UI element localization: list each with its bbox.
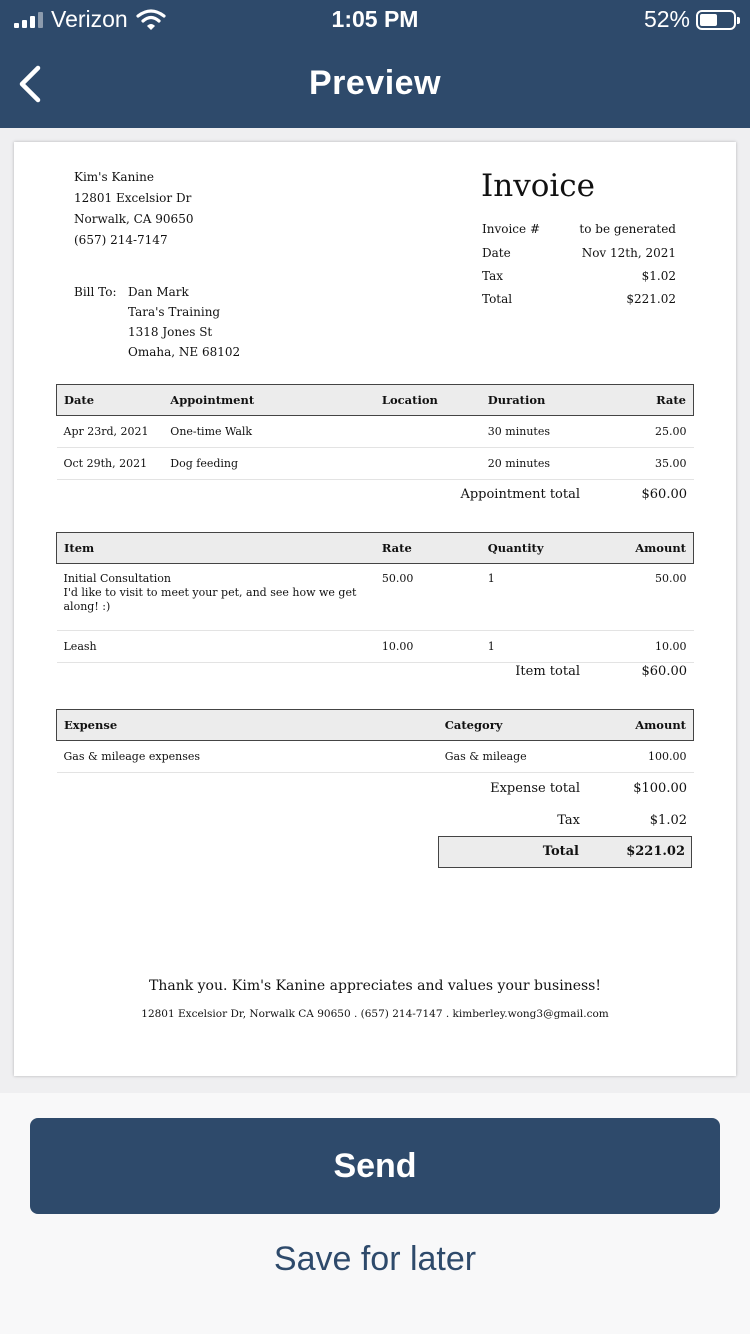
nav-bar — [0, 58, 750, 110]
tax-label: Tax — [557, 813, 580, 828]
item-rate: 10.00 — [375, 631, 481, 663]
meta-value: to be generated — [579, 222, 676, 236]
appointment-name: Dog feeding — [163, 448, 375, 480]
invoice-document — [14, 142, 736, 1076]
appointment-duration: 20 minutes — [481, 448, 591, 480]
save-for-later-button[interactable]: Save for later — [273, 1240, 477, 1278]
column-header: Quantity — [481, 533, 591, 564]
table-row — [57, 564, 694, 631]
item-name: Initial Consultation — [63, 572, 171, 585]
client-city: Omaha, NE 68102 — [128, 345, 241, 359]
column-header: Amount — [591, 533, 694, 564]
table-header-row — [57, 385, 694, 416]
status-bar — [0, 0, 750, 44]
seller-address — [74, 170, 193, 254]
column-header: Appointment — [163, 385, 375, 416]
table-row — [57, 631, 694, 663]
column-header: Expense — [57, 710, 438, 741]
expense-amount: 100.00 — [591, 741, 694, 773]
seller-name: Kim's Kanine — [74, 170, 154, 184]
appointment-date: Apr 23rd, 2021 — [57, 416, 164, 448]
item-description: I'd like to visit to meet your pet, and see how we get along! :) — [63, 586, 357, 613]
clock: 1:05 PM — [331, 6, 419, 32]
appointment-rate: 35.00 — [591, 448, 694, 480]
column-header: Item — [57, 533, 375, 564]
expense-name: Gas & mileage expenses — [57, 741, 438, 773]
seller-city: Norwalk, CA 90650 — [74, 212, 194, 226]
item-total-label: Item total — [515, 664, 580, 679]
meta-value: $221.02 — [626, 292, 676, 306]
thank-you-note: Thank you. Kim's Kanine appreciates and values your business! — [149, 978, 601, 994]
expense-category: Gas & mileage — [438, 741, 591, 773]
grand-total-box — [438, 836, 692, 868]
carrier-name: Verizon — [51, 6, 128, 32]
contact-footer: 12801 Excelsior Dr, Norwalk CA 90650 . (657) 214-7147 . kimberley.wong3@gmail.com — [141, 1008, 609, 1020]
item-quantity: 1 — [481, 564, 591, 631]
appointment-date: Oct 29th, 2021 — [57, 448, 164, 480]
meta-label: Invoice # — [482, 222, 541, 236]
item-amount: 50.00 — [591, 564, 694, 631]
client-street: 1318 Jones St — [128, 325, 213, 339]
expenses-table — [56, 709, 694, 773]
send-button[interactable]: Send — [30, 1118, 720, 1214]
meta-label: Tax — [482, 269, 503, 283]
seller-phone: (657) 214-7147 — [74, 233, 168, 247]
appointment-name: One-time Walk — [163, 416, 375, 448]
invoice-title: Invoice — [481, 168, 596, 204]
meta-value: $1.02 — [641, 269, 676, 283]
bill-to-address — [128, 285, 240, 365]
column-header: Category — [438, 710, 591, 741]
column-header: Rate — [375, 533, 481, 564]
expense-total-label: Expense total — [490, 781, 580, 796]
item-name: Leash — [57, 631, 375, 663]
item-cell — [57, 564, 375, 631]
battery-percent: 52% — [643, 6, 690, 32]
appointment-location — [375, 416, 481, 448]
appointment-total-value: $60.00 — [641, 487, 687, 502]
table-row — [57, 741, 694, 773]
column-header: Duration — [481, 385, 591, 416]
item-quantity: 1 — [481, 631, 591, 663]
app-header — [0, 0, 750, 128]
item-amount: 10.00 — [591, 631, 694, 663]
column-header: Rate — [591, 385, 694, 416]
expense-total-value: $100.00 — [633, 781, 687, 796]
grand-total-label: Total — [542, 844, 579, 859]
column-header: Location — [375, 385, 481, 416]
meta-label: Date — [482, 246, 511, 260]
appointment-location — [375, 448, 481, 480]
appointments-table — [56, 384, 694, 480]
meta-label: Total — [482, 292, 513, 306]
seller-street: 12801 Excelsior Dr — [74, 191, 192, 205]
appointment-total-label: Appointment total — [460, 487, 580, 502]
appointment-duration: 30 minutes — [481, 416, 591, 448]
column-header: Date — [57, 385, 164, 416]
table-header-row — [57, 710, 694, 741]
item-rate: 50.00 — [375, 564, 481, 631]
table-row — [57, 416, 694, 448]
grand-total-value: $221.02 — [626, 844, 685, 859]
client-name: Dan Mark — [128, 285, 189, 299]
battery-group — [644, 6, 736, 33]
items-table — [56, 532, 694, 663]
bill-to-label: Bill To: — [74, 285, 117, 299]
battery-icon — [696, 10, 736, 30]
column-header: Amount — [591, 710, 694, 741]
tax-value: $1.02 — [649, 813, 687, 828]
appointment-rate: 25.00 — [591, 416, 694, 448]
page-title: Preview — [308, 64, 442, 102]
meta-value: Nov 12th, 2021 — [581, 246, 676, 260]
table-header-row — [57, 533, 694, 564]
item-total-value: $60.00 — [641, 664, 687, 679]
client-company: Tara's Training — [128, 305, 221, 319]
table-row — [57, 448, 694, 480]
